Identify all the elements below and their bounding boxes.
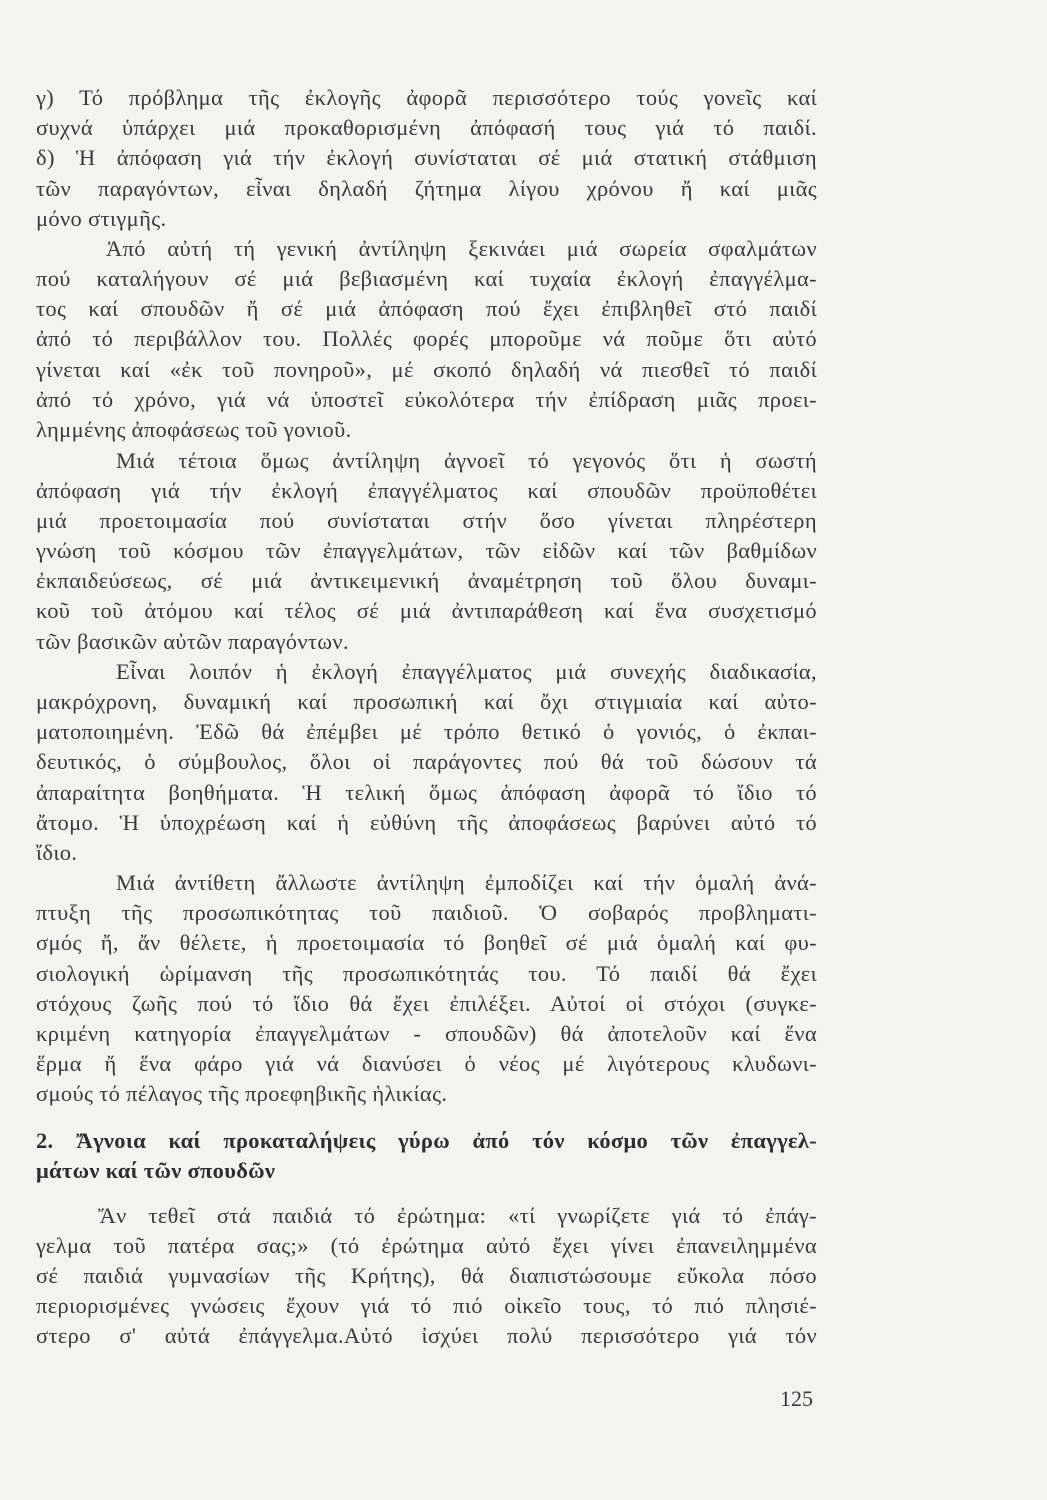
text-line: σμούς τό πέλαγος τῆς προεφηβικῆς ἡλικίας. <box>36 1081 448 1106</box>
text-line: σιολογική ὡρίμανση τῆς προσωπικότητάς του. Τό παιδί θά ἔχει <box>36 961 817 986</box>
text-line: κοῦ τοῦ ἀτόμου καί τέλος σέ μιά ἀντιπαράθεση καί ἕνα συσχετισμό <box>36 598 817 623</box>
text-line: τῶν βασικῶν αὐτῶν παραγόντων. <box>36 629 349 654</box>
text-line: Μιά ἀντίθετη ἄλλωστε ἀντίληψη ἐμποδίζει καί τήν ὁμαλή ἀνά- <box>116 870 817 895</box>
text-line: δευτικός, ὁ σύμβουλος, ὅλοι οἱ παράγοντες πού θά τοῦ δώσουν τά <box>36 749 817 774</box>
text-line: μακρόχρονη, δυναμική καί προσωπική καί ὄχι στιγμιαία καί αὐτο- <box>36 689 817 714</box>
text-line: τος καί σπουδῶν ἤ σέ μιά ἀπόφαση πού ἔχει ἐπιβληθεῖ στό παιδί <box>36 296 817 321</box>
text-line: στερο σ' αὐτά ἐπάγγελμα.Αὐτό ἰσχύει πολύ περισσότερο γιά τόν <box>36 1323 817 1348</box>
text-line: κριμένη κατηγορία ἐπαγγελμάτων - σπουδῶν) θά ἀποτελοῦν καί ἕνα <box>36 1021 817 1046</box>
text-line: γ) Τό πρόβλημα τῆς ἐκλογῆς ἀφορᾶ περισσότερο τούς γονεῖς καί <box>36 85 817 110</box>
text-line: ἀπό τό χρόνο, γιά νά ὑποστεῖ εὐκολότερα τήν ἐπίδραση μιᾶς προει- <box>36 387 817 412</box>
text-line: πτυξη τῆς προσωπικότητας τοῦ παιδιοῦ. Ὁ σοβαρός προβληματι- <box>36 900 817 925</box>
text-line: ἐκπαιδεύσεως, σέ μιά ἀντικειμενική ἀναμέτρηση τοῦ ὅλου δυναμι- <box>36 568 817 593</box>
text-line: σμός ἤ, ἄν θέλετε, ἡ προετοιμασία τό βοηθεῖ σέ μιά ὁμαλή καί φυ- <box>36 930 817 955</box>
text-line: ματοποιημένη. Ἐδῶ θά ἐπέμβει μέ τρόπο θετικό ὁ γονιός, ὁ ἐκπαι- <box>36 719 817 744</box>
page-number: 125 <box>780 1386 813 1411</box>
text-line: συχνά ὑπάρχει μιά προκαθορισμένη ἀπόφασή τους γιά τό παιδί. <box>36 115 817 140</box>
text-line: στόχους ζωῆς πού τό ἴδιο θά ἔχει ἐπιλέξει. Αὐτοί οἱ στόχοι (συγκε- <box>36 991 817 1016</box>
text-line: μιά προετοιμασία πού συνίσταται στήν ὅσο γίνεται πληρέστερη <box>36 508 817 533</box>
text-line: δ) Ἡ ἀπόφαση γιά τήν ἐκλογή συνίσταται σέ μιά στατική στάθμιση <box>36 145 817 170</box>
text-line: γελμα τοῦ πατέρα σας;» (τό ἐρώτημα αὐτό ἔχει γίνει ἐπανειλημμένα <box>36 1233 817 1258</box>
section-heading-line: 2. Ἄγνοια καί προκαταλήψεις γύρω ἀπό τόν κόσμο τῶν ἐπαγγελ- <box>36 1128 817 1153</box>
text-line: γίνεται καί «ἐκ τοῦ πονηροῦ», μέ σκοπό δηλαδή νά πιεσθεῖ τό παιδί <box>36 357 817 382</box>
text-line: Εἶναι λοιπόν ἡ ἐκλογή ἐπαγγέλματος μιά συνεχής διαδικασία, <box>116 659 817 684</box>
text-line: ἀπόφαση γιά τήν ἐκλογή ἐπαγγέλματος καί σπουδῶν προϋποθέτει <box>36 478 817 503</box>
text-line: γνώση τοῦ κόσμου τῶν ἐπαγγελμάτων, τῶν εἰδῶν καί τῶν βαθμίδων <box>36 538 817 563</box>
text-line: ἀπαραίτητα βοηθήματα. Ἡ τελική ὅμως ἀπόφαση ἀφορᾶ τό ἴδιο τό <box>36 780 817 805</box>
text-line: μόνο στιγμῆς. <box>36 206 167 231</box>
text-line: ἕρμα ἤ ἕνα φάρο γιά νά διανύσει ὁ νέος μέ λιγότερους κλυδωνι- <box>36 1051 817 1076</box>
text-line: Ἀπό αὐτή τή γενική ἀντίληψη ξεκινάει μιά σωρεία σφαλμάτων <box>106 236 817 261</box>
text-line: σέ παιδιά γυμνασίων τῆς Κρήτης), θά διαπιστώσουμε εὔκολα πόσο <box>36 1263 817 1288</box>
text-line: Ἄν τεθεῖ στά παιδιά τό ἐρώτημα: «τί γνωρίζετε γιά τό ἐπάγ- <box>98 1203 817 1228</box>
section-heading-line: μάτων καί τῶν σπουδῶν <box>36 1158 276 1183</box>
text-line: περιορισμένες γνώσεις ἔχουν γιά τό πιό οἰκεῖο τους, τό πιό πλησιέ- <box>36 1293 817 1318</box>
text-line: ἴδιο. <box>36 840 78 865</box>
text-line: πού καταλήγουν σέ μιά βεβιασμένη καί τυχαία ἐκλογή ἐπαγγέλμα- <box>36 266 817 291</box>
text-line: Μιά τέτοια ὅμως ἀντίληψη ἀγνοεῖ τό γεγονός ὅτι ἡ σωστή <box>116 448 817 473</box>
text-line: λημμένης ἀποφάσεως τοῦ γονιοῦ. <box>36 417 352 442</box>
text-line: ἄτομο. Ἡ ὑποχρέωση καί ἡ εὐθύνη τῆς ἀποφάσεως βαρύνει αὐτό τό <box>36 810 817 835</box>
text-line: τῶν παραγόντων, εἶναι δηλαδή ζήτημα λίγου χρόνου ἤ καί μιᾶς <box>36 176 817 201</box>
text-line: ἀπό τό περιβάλλον του. Πολλές φορές μποροῦμε νά ποῦμε ὅτι αὐτό <box>36 326 817 351</box>
